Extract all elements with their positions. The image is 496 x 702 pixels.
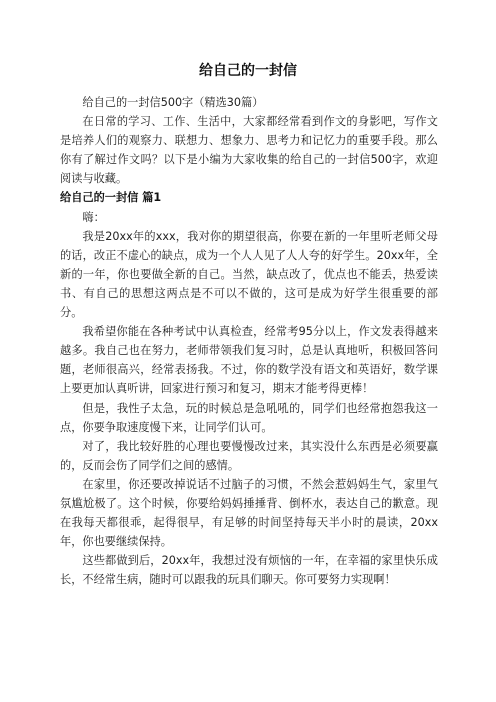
intro-paragraph: 在日常的学习、工作、生活中，大家都经常看到作文的身影吧，写作文是培养人们的观察力、联想力、想象力、思考力和记忆力的重要手段。那么你有了解过作文吗？以下是小编为大家收集的给自己的一封信500字，欢迎阅读与收藏。 [60, 115, 438, 186]
greeting-line: 嗨： [82, 210, 105, 224]
document-title: 给自己的一封信 [199, 63, 297, 79]
body-paragraph-4: 对了，我比较好胜的心理也要慢慢改过来，其实没什么东西是必须要赢的，反而会伤了同学们之间的感情。 [60, 439, 438, 472]
section-heading: 给自己的一封信 篇1 [60, 191, 162, 205]
document-body [60, 93, 438, 589]
subtitle-paragraph: 给自己的一封信500字（精选30篇） [82, 96, 264, 109]
body-paragraph-2: 我希望你能在各种考试中认真检查，经常考95分以上，作文发表得越来越多。我自己也在努力，老师带领我们复习时，总是认真地听，积极回答问题，老师很高兴，经常表扬我。不过，你的数学没有语文和英语好，数学课上要更加认真听讲，回家进行预习和复习，期末才能考得更棒！ [60, 325, 438, 396]
body-paragraph-5: 在家里，你还要改掉说话不过脑子的习惯，不然会惹妈妈生气，家里气氛尴尬极了。这个时候，你要给妈妈捶捶背、倒杯水，表达自己的歉意。现在我每天都很乖，起得很早，有足够的时间坚持每天半小时的晨读，20xx年，你也要继续保持。 [60, 477, 438, 549]
body-paragraph-6: 这些都做到后，20xx年，我想过没有烦恼的一年，在幸福的家里快乐成长，不经常生病，随时可以跟我的玩具们聊天。你可要努力实现啊！ [60, 554, 438, 587]
body-paragraph-1: 我是20xx年的xxx，我对你的期望很高，你要在新的一年里听老师父母的话，改正不虚心的缺点，成为一个人人见了人人夸的好学生。20xx年，全新的一年，你也要做全新的自己。当然，缺点改了，优点也不能丢，热爱读书、有自己的思想这两点是不可以不做的，这可是成为好学生很重要的部分。 [60, 229, 438, 320]
body-paragraph-3: 但是，我性子太急，玩的时候总是急吼吼的，同学们也经常抱怨我这一点，你要争取速度慢下来，让同学们认可。 [60, 401, 438, 434]
